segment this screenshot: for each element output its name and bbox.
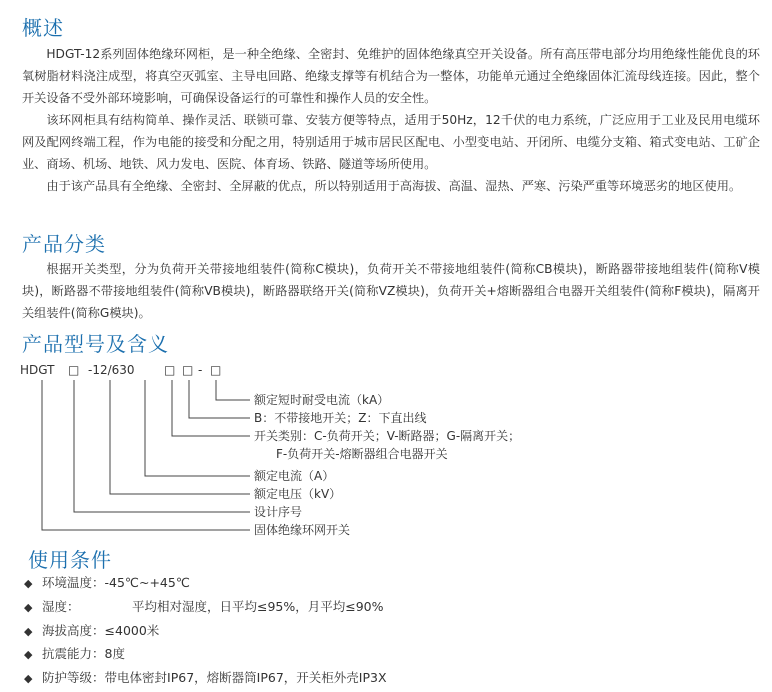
leader-line-rated-voltage — [110, 380, 250, 494]
leader-line-grounding — [189, 380, 250, 418]
conditions-list — [24, 572, 744, 691]
code-prefix: HDGT — [20, 363, 55, 377]
condition-label: 海拔高度： — [42, 622, 105, 638]
condition-label: 防护等级： — [42, 670, 105, 686]
condition-value: 平均相对湿度，日平均≤95%，月平均≤90% — [132, 598, 384, 614]
condition-label: 抗震能力： — [42, 646, 105, 662]
condition-value: ≤4000米 — [104, 622, 160, 638]
condition-label: 环境温度： — [42, 575, 105, 590]
leader-line-product — [42, 380, 250, 530]
conditions-title: 使用条件 — [28, 548, 112, 572]
overview-paragraph-1: HDGT-12系列固体绝缘环网柜，是一种全绝缘、全密封、免维护的固体绝缘真空开关设备。所有高压带电部分均用绝缘性能优良的环氧树脂材料浇注成型，将真空灭弧室、主导电回路、绝缘支撑等有机结合为一整体，功能单元通过全绝缘固体汇流母线连接。因此，整个开关设备不受外部环境影响，可确保设备运行的可靠性和操作人员的安全性。 — [22, 47, 760, 105]
leader-line-short-time — [216, 380, 250, 400]
code-dash: - — [198, 363, 203, 377]
label-grounding: B：不带接地开关；Z：下直出线 — [254, 411, 427, 425]
condition-item-humidity — [24, 596, 744, 620]
overview-title: 概述 — [22, 16, 64, 40]
classification-paragraph: 根据开关类型，分为负荷开关带接地组装件(简称C模块)，负荷开关不带接地组装件(简称CB模块)，断路器带接地组装件(简称V模块)，断路器不带接地组装件(简称VB模块)，断路器联络开关(简称VZ模块)，负荷开关+熔断器组合电器开关组装件(简称F模块)，隔离开关组装件(简称G模块)。 — [22, 262, 760, 320]
overview-paragraph-2: 该环网柜具有结构简单、操作灵活、联锁可靠、安装方便等特点，适用于50Hz，12千伏的电力系统，广泛应用于工业及民用电缆环网及配网终端工程，作为电能的接受和分配之用，特别适用于城市居民区配电、小型变电站、开闭所、电缆分支箱、箱式变电站、工矿企业、商场、机场、地铁、风力发电、医院、体育场、铁路、隧道等场所使用。 — [22, 113, 760, 171]
diamond-bullet-icon: ◆ — [24, 648, 33, 662]
code-box-current: □ — [210, 363, 222, 377]
model-code-diagram — [0, 358, 772, 548]
code-voltage-current: -12/630 — [88, 363, 135, 377]
label-design-number: 设计序号 — [254, 505, 303, 519]
condition-item-altitude — [24, 620, 744, 644]
label-rated-voltage: 额定电压（kV） — [254, 487, 342, 501]
condition-item-temperature — [24, 572, 744, 596]
diamond-bullet-icon: ◆ — [24, 577, 33, 590]
condition-item-seismic — [24, 643, 744, 667]
condition-value: -45℃~+45℃ — [104, 575, 190, 590]
leader-line-switch-type — [172, 380, 250, 436]
code-box-extra: □ — [182, 363, 194, 377]
diamond-bullet-icon: ◆ — [24, 600, 33, 614]
condition-label: 湿度： — [42, 598, 80, 614]
condition-value: 8度 — [104, 646, 125, 662]
model-title: 产品型号及含义 — [22, 332, 169, 356]
label-switch-type-f: F-负荷开关-熔断器组合电器开关 — [276, 447, 448, 461]
code-box-design: □ — [68, 363, 80, 377]
label-rated-current: 额定电流（A） — [254, 469, 335, 483]
condition-value: 带电体密封IP67，熔断器筒IP67，开关柜外壳IP3X — [104, 670, 387, 686]
label-short-time-current: 额定短时耐受电流（kA） — [254, 393, 390, 407]
label-product: 固体绝缘环网开关 — [254, 523, 351, 537]
label-switch-type: 开关类别：C-负荷开关；V-断路器；G-隔离开关； — [254, 429, 521, 443]
diamond-bullet-icon: ◆ — [24, 624, 33, 638]
classification-title: 产品分类 — [22, 232, 106, 256]
diamond-bullet-icon: ◆ — [24, 672, 33, 686]
leader-line-rated-current — [145, 380, 250, 476]
code-box-type: □ — [164, 363, 176, 377]
overview-paragraph-3: 由于该产品具有全绝缘、全密封、全屏蔽的优点，所以特别适用于高海拔、高温、湿热、严寒、污染严重等环境恶劣的地区使用。 — [46, 179, 742, 193]
condition-item-protection — [24, 667, 744, 691]
